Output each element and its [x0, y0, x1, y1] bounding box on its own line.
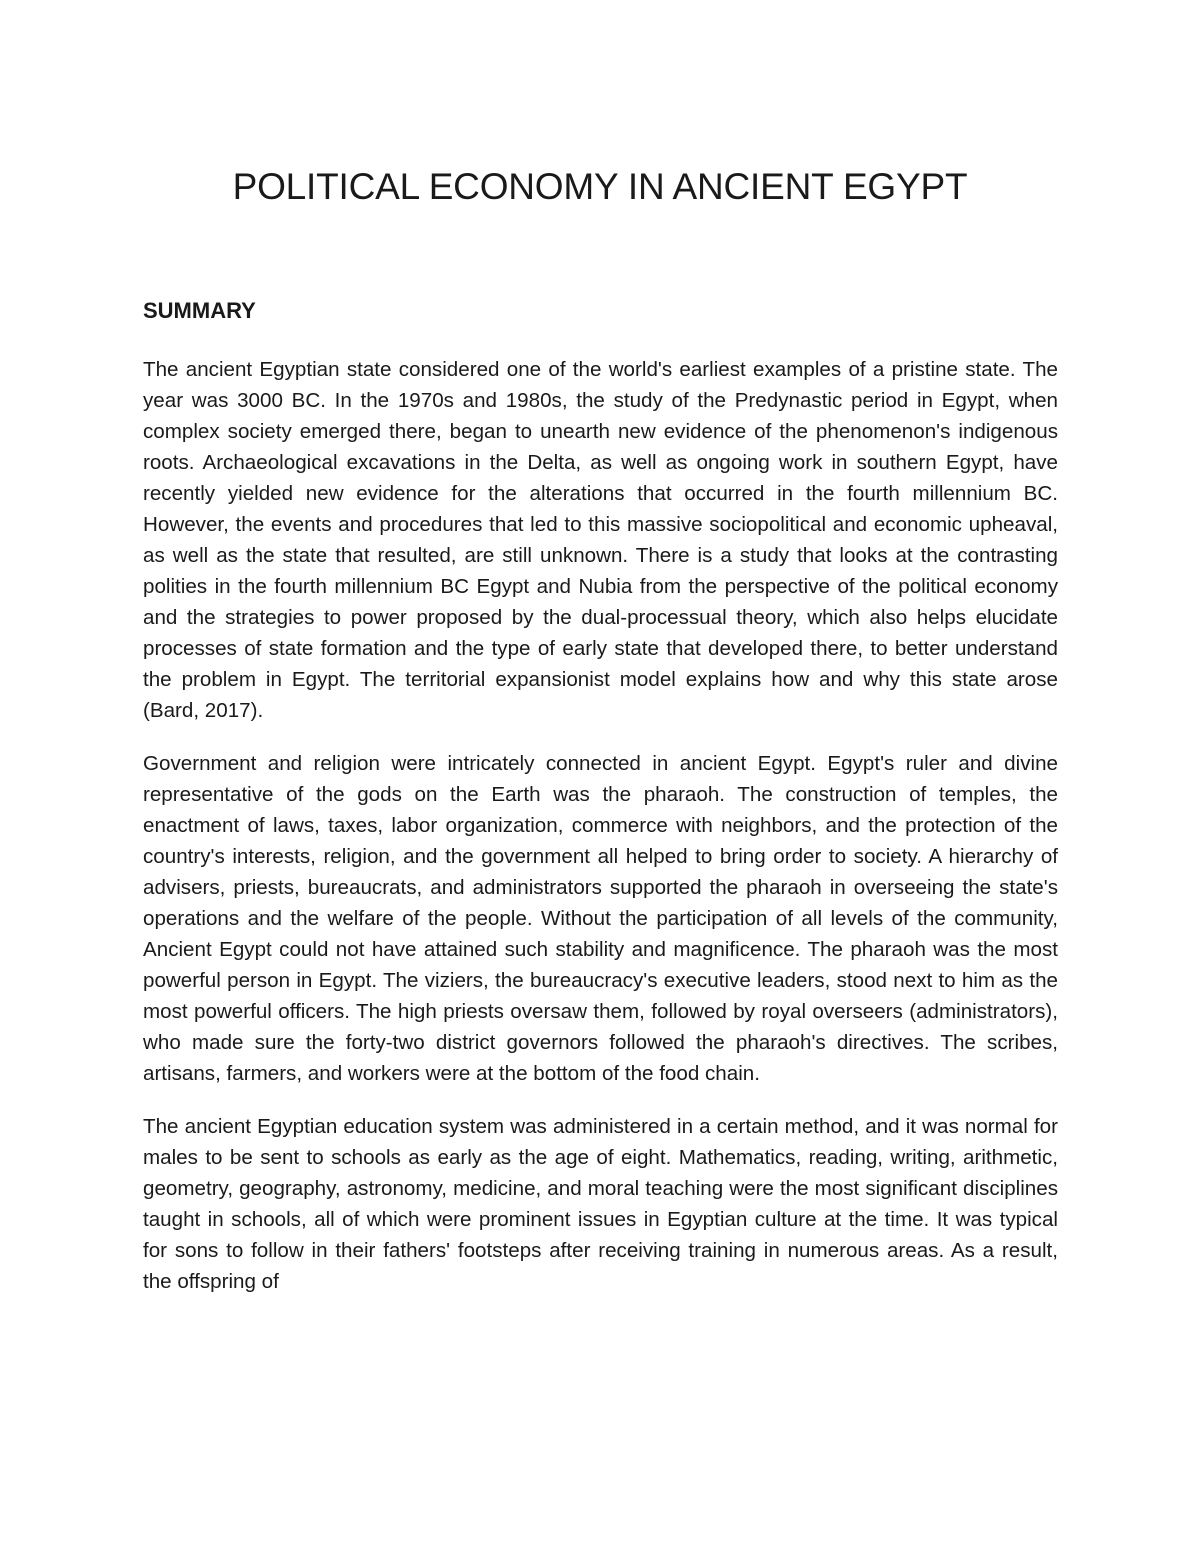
paragraph-2: Government and religion were intricately connected in ancient Egypt. Egypt's ruler and divine representative of the gods on the Earth was the pharaoh. The construction of temples, the enactment of laws, taxes, labor organization, commerce with neighbors, and the protection of the country's interests, religion, and the government all helped to bring order to society. A hierarchy of advisers, priests, bureaucrats, and administrators supported the pharaoh in overseeing the state's operations and the welfare of the people. Without the participation of all levels of the community, Ancient Egypt could not have attained such stability and magnificence. The pharaoh was the most powerful person in Egypt. The viziers, the bureaucracy's executive leaders, stood next to him as the most powerful officers. The high priests oversaw them, followed by royal overseers (administrators), who made sure the forty-two district governors followed the pharaoh's directives. The scribes, artisans, farmers, and workers were at the bottom of the food chain. [143, 752, 1058, 1085]
document-body [143, 354, 1058, 1319]
paragraph-1: The ancient Egyptian state considered one of the world's earliest examples of a pristine state. The year was 3000 BC. In the 1970s and 1980s, the study of the Predynastic period in Egypt, when complex society emerged there, began to unearth new evidence of the phenomenon's indigenous roots. Archaeological excavations in the Delta, as well as ongoing work in southern Egypt, have recently yielded new evidence for the alterations that occurred in the fourth millennium BC. However, the events and procedures that led to this massive sociopolitical and economic upheaval, as well as the state that resulted, are still unknown. There is a study that looks at the contrasting polities in the fourth millennium BC Egypt and Nubia from the perspective of the political economy and the strategies to power proposed by the dual-processual theory, which also helps elucidate processes of state formation and the type of early state that developed there, to better understand the problem in Egypt. The territorial expansionist model explains how and why this state arose (Bard, 2017). [143, 358, 1058, 722]
section-heading-summary: SUMMARY [143, 298, 256, 323]
document-title: POLITICAL ECONOMY IN ANCIENT EGYPT [232, 166, 968, 207]
paragraph-3: The ancient Egyptian education system was administered in a certain method, and it was normal for males to be sent to schools as early as the age of eight. Mathematics, reading, writing, arithmetic, geometry, geography, astronomy, medicine, and moral teaching were the most significant disciplines taught in schools, all of which were prominent issues in Egyptian culture at the time. It was typical for sons to follow in their fathers' footsteps after receiving training in numerous areas. As a result, the offspring of [143, 1115, 1058, 1293]
